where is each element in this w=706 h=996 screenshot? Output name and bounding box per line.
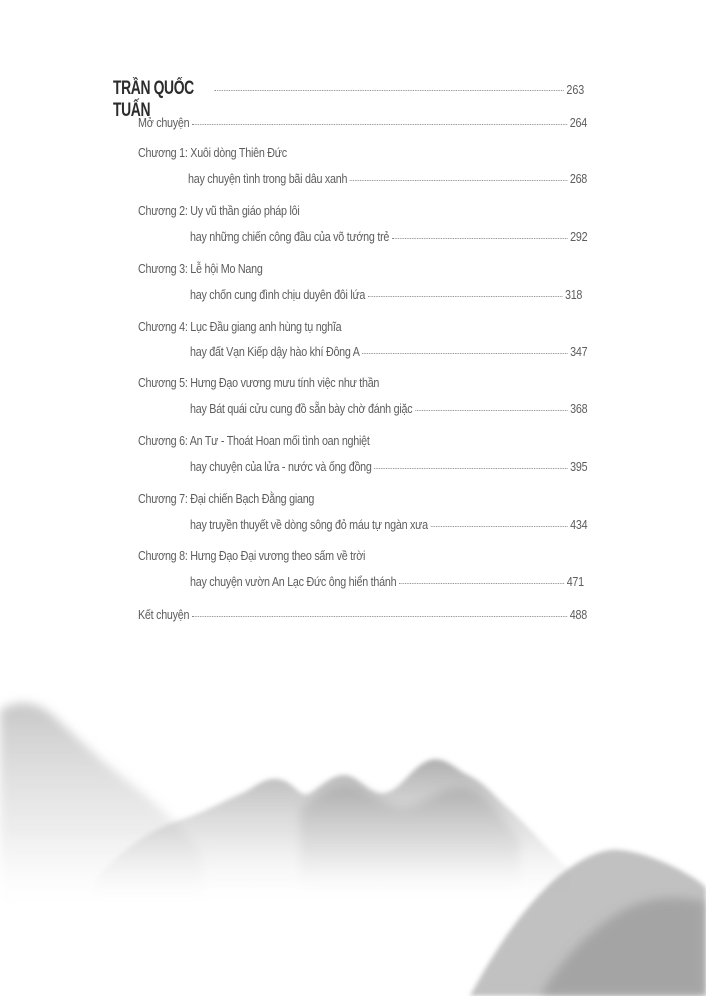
- chapter-page-number: 395: [570, 460, 588, 474]
- chapter-subtitle: hay chốn cung đình chịu duyên đôi lứa: [190, 288, 366, 302]
- chapter-page-number: 268: [569, 172, 588, 186]
- chapter-1-heading: Chương 1: Xuôi dòng Thiên Đức: [138, 146, 287, 160]
- dot-leader: [374, 468, 567, 469]
- chapter-subtitle: hay những chiến công đầu của võ tướng trẻ: [190, 230, 390, 244]
- toc-entry-chapter-3[interactable]: [190, 288, 582, 302]
- dot-leader: [192, 616, 567, 617]
- chapter-subtitle: hay Bát quái cửu cung đồ sẵn bày chờ đánh giặc: [190, 402, 413, 416]
- chapter-4-heading: Chương 4: Lục Đầu giang anh hùng tụ nghĩa: [138, 320, 342, 334]
- section-title: TRẦN QUỐC TUẤN: [113, 78, 194, 121]
- chapter-3-heading: Chương 3: Lễ hội Mo Nang: [138, 262, 263, 276]
- toc-entry-chapter-2[interactable]: [190, 230, 587, 244]
- chapter-page-number: 347: [570, 345, 588, 359]
- dot-leader: [214, 90, 563, 91]
- toc-entry-chapter-7[interactable]: [190, 518, 587, 532]
- chapter-7-heading: Chương 7: Đại chiến Bạch Đằng giang: [138, 492, 315, 506]
- dot-leader: [368, 296, 563, 297]
- dot-leader: [350, 180, 568, 181]
- ink-wash-mountains-illustration: [0, 680, 706, 996]
- toc-entry-outro[interactable]: [138, 608, 587, 622]
- chapter-2-heading: Chương 2: Uy vũ thần giáo pháp lôi: [138, 204, 300, 218]
- toc-entry-chapter-8[interactable]: [190, 575, 584, 589]
- dot-leader: [399, 583, 564, 584]
- toc-entry-chapter-6[interactable]: [190, 460, 587, 474]
- chapter-6-heading: Chương 6: An Tư - Thoát Hoan mối tình oan nghiệt: [138, 434, 370, 448]
- chapter-subtitle: hay chuyện tình trong bãi dâu xanh: [188, 172, 348, 186]
- dot-leader: [192, 124, 567, 125]
- dot-leader: [392, 238, 568, 239]
- chapter-subtitle: hay chuyện vườn An Lạc Đức ông hiển thánh: [190, 575, 397, 589]
- chapter-page-number: 368: [570, 402, 588, 416]
- chapter-page-number: 434: [570, 518, 588, 532]
- toc-entry-chapter-4[interactable]: [190, 345, 587, 359]
- chapter-subtitle: hay chuyện của lửa - nước và ống đồng: [190, 460, 372, 474]
- entry-label: Mở chuyện: [138, 116, 190, 130]
- section-page-number: 263: [566, 83, 585, 97]
- chapter-5-heading: Chương 5: Hưng Đạo vương mưu tính việc như thần: [138, 376, 380, 390]
- chapter-subtitle: hay truyền thuyết về dòng sông đỏ máu tự ngàn xưa: [190, 518, 428, 532]
- chapter-8-heading: Chương 8: Hưng Đạo Đại vương theo sấm về trời: [138, 549, 366, 563]
- chapter-subtitle: hay đất Vạn Kiếp dậy hào khí Đông A: [190, 345, 360, 359]
- chapter-page-number: 292: [570, 230, 588, 244]
- chapter-page-number: 318: [564, 288, 583, 302]
- chapter-page-number: 471: [566, 575, 584, 589]
- entry-page-number: 488: [569, 608, 587, 622]
- dot-leader: [415, 410, 568, 411]
- entry-label: Kết chuyện: [138, 608, 190, 622]
- toc-entry-chapter-5[interactable]: [190, 402, 587, 416]
- entry-page-number: 264: [569, 116, 587, 130]
- toc-entry-intro[interactable]: [138, 116, 587, 130]
- toc-entry-chapter-1[interactable]: [188, 172, 587, 186]
- dot-leader: [430, 526, 567, 527]
- dot-leader: [362, 353, 567, 354]
